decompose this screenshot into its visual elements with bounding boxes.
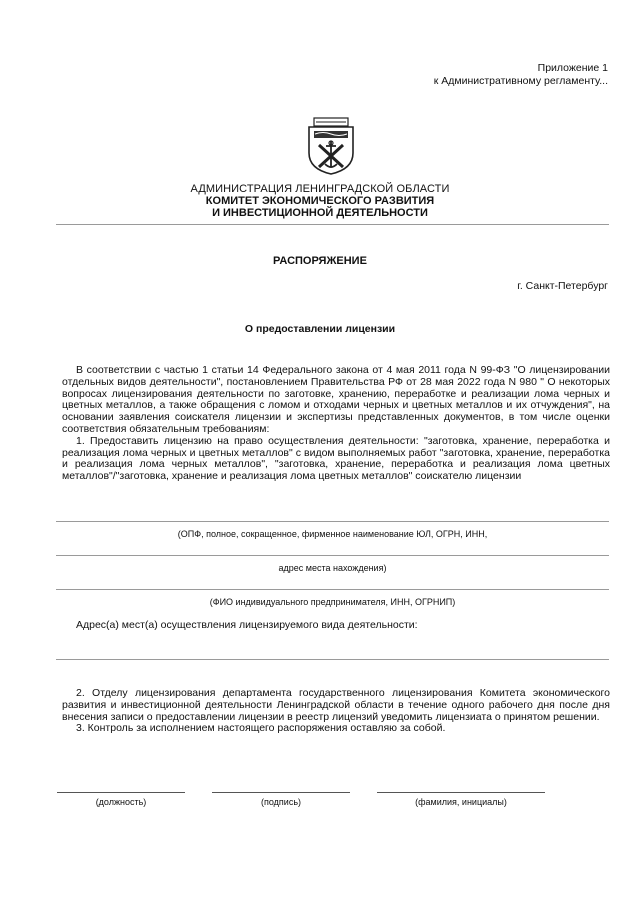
item-3-paragraph: 3. Контроль за исполнением настоящего распоряжения оставляю за собой.	[76, 722, 446, 735]
document-subject: О предоставлении лицензии	[244, 323, 396, 335]
org-name-line-1: АДМИНИСТРАЦИЯ ЛЕНИНГРАДСКОЙ ОБЛАСТИ	[190, 183, 450, 195]
annex-line-2: к Административному регламенту...	[433, 75, 608, 87]
licensee-address-line	[56, 555, 609, 556]
org-name-line-2: КОМИТЕТ ЭКОНОМИЧЕСКОГО РАЗВИТИЯ	[205, 195, 435, 207]
preamble-paragraph: В соответствии с частью 1 статьи 14 Федерального закона от 4 мая 2011 года N 99-ФЗ "О лицензировании отдельных видов деятельности", постановлением Правительства РФ от 28 мая 2022 года N 980 " О некоторых вопросах лицензирования деятельности по заготовке, хранению, переработке и реализации лома черных и цветных металлов, а также обращения с ломом и отходами черных и цветных металлов и их отчуждения", на основании заявления соискателя лицензии и экспертизы представленных документов, в том числе оценки соответствия обязательным требованиям:	[62, 364, 610, 435]
main-text	[62, 365, 610, 483]
header-divider	[56, 224, 609, 225]
org-name-line-3: И ИНВЕСТИЦИОННОЙ ДЕЯТЕЛЬНОСТИ	[212, 207, 428, 219]
licensee-org-line	[56, 521, 609, 522]
name-caption: (фамилия, инициалы)	[415, 797, 507, 807]
closing-text	[62, 688, 610, 735]
activity-address-label: Адрес(а) мест(а) осуществления лицензируемого вида деятельности:	[76, 619, 418, 631]
position-line	[57, 792, 185, 793]
annex-line-1: Приложение 1	[537, 62, 608, 74]
position-caption: (должность)	[95, 797, 147, 807]
annex-note	[434, 62, 608, 88]
caption-ip: (ФИО индивидуального предпринимателя, ИНН, ОГРНИП)	[209, 597, 456, 607]
activity-address-line	[56, 659, 609, 660]
caption-org: (ОПФ, полное, сокращенное, фирменное наименование ЮЛ, ОГРН, ИНН,	[177, 529, 488, 539]
item-1-paragraph: 1. Предоставить лицензию на право осуществления деятельности: "заготовка, хранение, переработка и реализация лома черных и цветных металлов" с видом выполняемых работ "заготовка, хранение, переработка и реализация лома черных металлов", "заготовка, хранение, переработка и реализация лома цветных металлов"/"заготовка, хранение и реализация лома цветных металлов" соискателю лицензии	[62, 434, 610, 483]
signature-line	[212, 792, 350, 793]
document-city: г. Санкт-Петербург	[517, 280, 608, 292]
document-type: РАСПОРЯЖЕНИЕ	[273, 255, 367, 267]
name-line	[377, 792, 545, 793]
signature-caption: (подпись)	[260, 797, 302, 807]
caption-address: адрес места нахождения)	[278, 563, 387, 573]
coat-of-arms-icon	[306, 117, 356, 175]
licensee-ip-line	[56, 589, 609, 590]
item-2-paragraph: 2. Отделу лицензирования департамента государственного лицензирования Комитета экономического развития и инвестиционной деятельности Ленинградской области в течение одного рабочего дня после дня внесения записи о предоставлении лицензии в реестр лицензий уведомить лицензиата о принятом решении.	[62, 687, 610, 723]
